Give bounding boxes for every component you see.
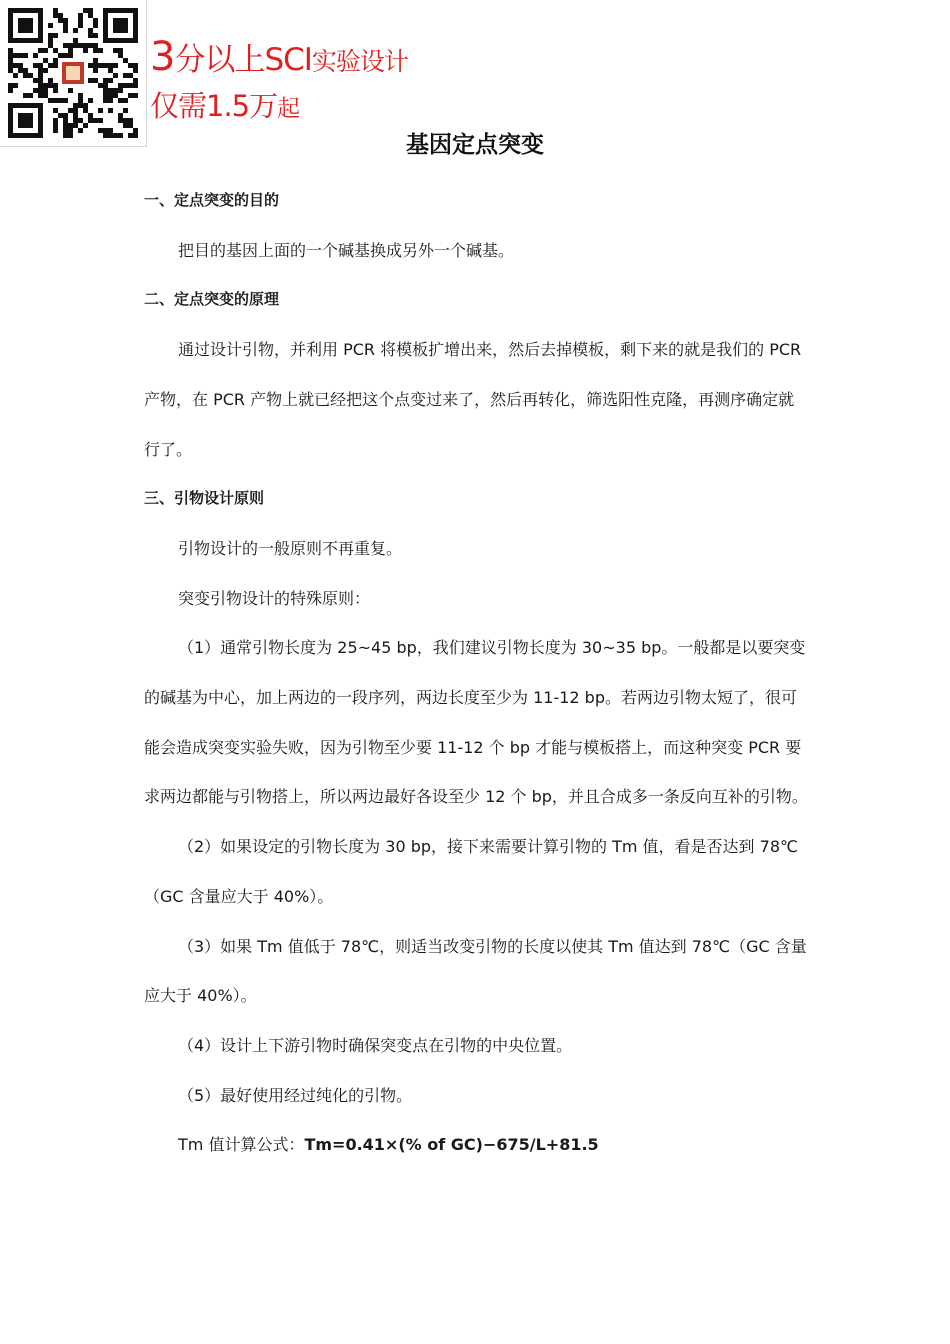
paragraph: （3）如果 Tm 值低于 78℃，则适当改变引物的长度以使其 Tm 值达到 78℃（GC 含量应大于 40%）。 <box>144 936 807 1006</box>
paragraph: 把目的基因上面的一个碱基换成另外一个碱基。 <box>178 240 515 260</box>
section-heading-3: 三、引物设计原则 <box>144 489 265 508</box>
ad-banner <box>0 0 147 147</box>
paragraph: （4）设计上下游引物时确保突变点在引物的中央位置。 <box>178 1035 573 1055</box>
paragraph: （5）最好使用经过纯化的引物。 <box>178 1085 413 1105</box>
formula-label: Tm 值计算公式： <box>178 1135 305 1155</box>
section-heading-1: 一、定点突变的目的 <box>144 191 280 209</box>
formula-line <box>144 1120 810 1170</box>
paragraph: 引物设计的一般原则不再重复。 <box>178 538 403 558</box>
paragraph: 突变引物设计的特殊原则： <box>178 588 371 608</box>
ad-slogan-line2: 仅需1.5万起 <box>150 89 300 123</box>
formula: Tm=0.41×(% of GC)−675/L+81.5 <box>304 1135 599 1155</box>
page-title: 基因定点突变 <box>406 132 544 158</box>
section-heading-2: 二、定点突变的原理 <box>144 290 280 309</box>
ad-slogan-line1: 3分以上SCI实验设计 <box>150 34 408 80</box>
document-body <box>144 176 810 1170</box>
paragraph: 通过设计引物，并利用 PCR 将模板扩增出来，然后去掉模板，剩下来的就是我们的 PCR 产物，在 PCR 产物上就已经把这个点变过来了，然后再转化，筛选阳性克隆，再测序确定就行了。 <box>144 340 802 459</box>
paragraph: （2）如果设定的引物长度为 30 bp，接下来需要计算引物的 Tm 值，看是否达到 78℃（GC 含量应大于 40%）。 <box>144 837 798 906</box>
qr-code <box>8 8 138 138</box>
paragraph: （1）通常引物长度为 25~45 bp，我们建议引物长度为 30~35 bp。一般都是以要突变的碱基为中心，加上两边的一段序列，两边长度至少为 11-12 bp。若两边引物太短了，很可能会造成突变实验失败，因为引物至少要 11-12 个 bp 才能与模板搭上，而这种突变 PCR 要求两边都能与引物搭上，所以两边最好各设至少 12 个 bp，并且合成多一条反向互补的引物。 <box>144 638 808 807</box>
